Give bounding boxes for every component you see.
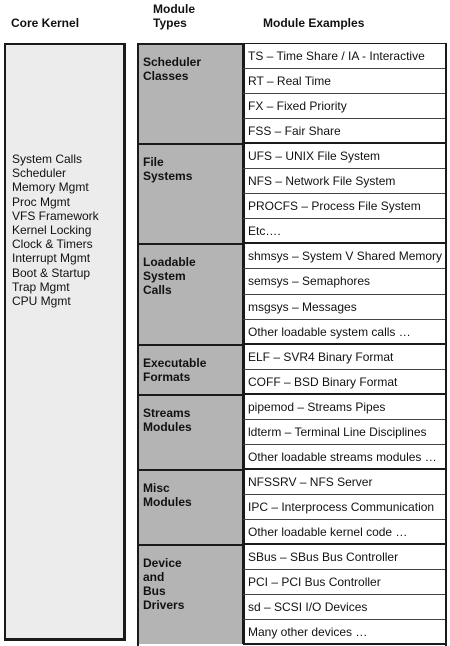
module-example: COFF – BSD Binary Format bbox=[243, 370, 445, 395]
module-example: ldterm – Terminal Line Disciplines bbox=[243, 420, 445, 445]
kernel-item: Interrupt Mgmt bbox=[12, 251, 91, 266]
module-example: FX – Fixed Priority bbox=[243, 94, 445, 119]
kernel-item: Proc Mgmt bbox=[12, 194, 71, 209]
module-examples-header: Module Examples bbox=[263, 16, 365, 30]
kernel-item: System Calls bbox=[12, 152, 83, 166]
kernel-item: Memory Mgmt bbox=[12, 180, 89, 195]
module-type-group bbox=[139, 469, 245, 544]
module-example: Many other devices … bbox=[243, 620, 445, 645]
module-example: msgsys – Messages bbox=[243, 295, 445, 320]
module-example: sd – SCSI I/O Devices bbox=[243, 595, 445, 620]
module-example: RT – Real Time bbox=[243, 69, 445, 94]
module-example: Other loadable streams modules … bbox=[243, 445, 445, 470]
module-type-label: Executable Formats bbox=[143, 356, 207, 384]
kernel-item: Kernel Locking bbox=[12, 223, 92, 238]
module-types-header: Module Types bbox=[153, 2, 195, 30]
module-example: Other loadable kernel code … bbox=[243, 520, 445, 545]
module-type-group bbox=[139, 544, 245, 644]
module-types-column bbox=[137, 43, 245, 646]
kernel-item: Boot & Startup bbox=[12, 265, 91, 280]
module-type-group bbox=[139, 344, 245, 394]
module-example: PROCFS – Process File System bbox=[243, 194, 445, 219]
module-example: NFS – Network File System bbox=[243, 169, 445, 194]
module-example: shmsys – System V Shared Memory bbox=[243, 244, 445, 269]
module-type-group bbox=[139, 243, 245, 344]
core-kernel-box bbox=[4, 43, 126, 641]
module-type-label: Misc Modules bbox=[143, 481, 192, 509]
core-kernel-header: Core Kernel bbox=[11, 16, 80, 30]
module-type-label: File Systems bbox=[143, 155, 193, 183]
module-example: NFSSRV – NFS Server bbox=[243, 470, 445, 495]
module-example: SBus – SBus Bus Controller bbox=[243, 545, 445, 570]
module-example: pipemod – Streams Pipes bbox=[243, 395, 445, 420]
module-example: TS – Time Share / IA - Interactive bbox=[243, 44, 445, 69]
module-example: UFS – UNIX File System bbox=[243, 144, 445, 169]
module-example: Other loadable system calls … bbox=[243, 320, 445, 345]
module-example: FSS – Fair Share bbox=[243, 119, 445, 144]
module-type-group bbox=[139, 143, 245, 243]
module-type-label: Device and Bus Drivers bbox=[143, 556, 185, 612]
module-type-label: Streams Modules bbox=[143, 406, 192, 434]
module-example: Etc…. bbox=[243, 219, 445, 244]
module-type-label: Scheduler Classes bbox=[143, 55, 202, 83]
module-example: ELF – SVR4 Binary Format bbox=[243, 345, 445, 370]
module-type-group bbox=[139, 394, 245, 469]
module-examples-column bbox=[243, 43, 447, 646]
module-example: semsys – Semaphores bbox=[243, 269, 445, 295]
module-example: IPC – Interprocess Communication bbox=[243, 495, 445, 520]
core-kernel-list bbox=[12, 152, 99, 308]
module-type-label: Loadable System Calls bbox=[143, 255, 196, 297]
kernel-item: Clock & Timers bbox=[12, 237, 93, 252]
kernel-item: VFS Framework bbox=[12, 208, 99, 223]
kernel-item: Scheduler bbox=[12, 166, 67, 181]
module-example: PCI – PCI Bus Controller bbox=[243, 570, 445, 595]
module-type-group bbox=[139, 43, 245, 143]
kernel-item: CPU Mgmt bbox=[12, 294, 71, 309]
kernel-item: Trap Mgmt bbox=[12, 279, 70, 294]
